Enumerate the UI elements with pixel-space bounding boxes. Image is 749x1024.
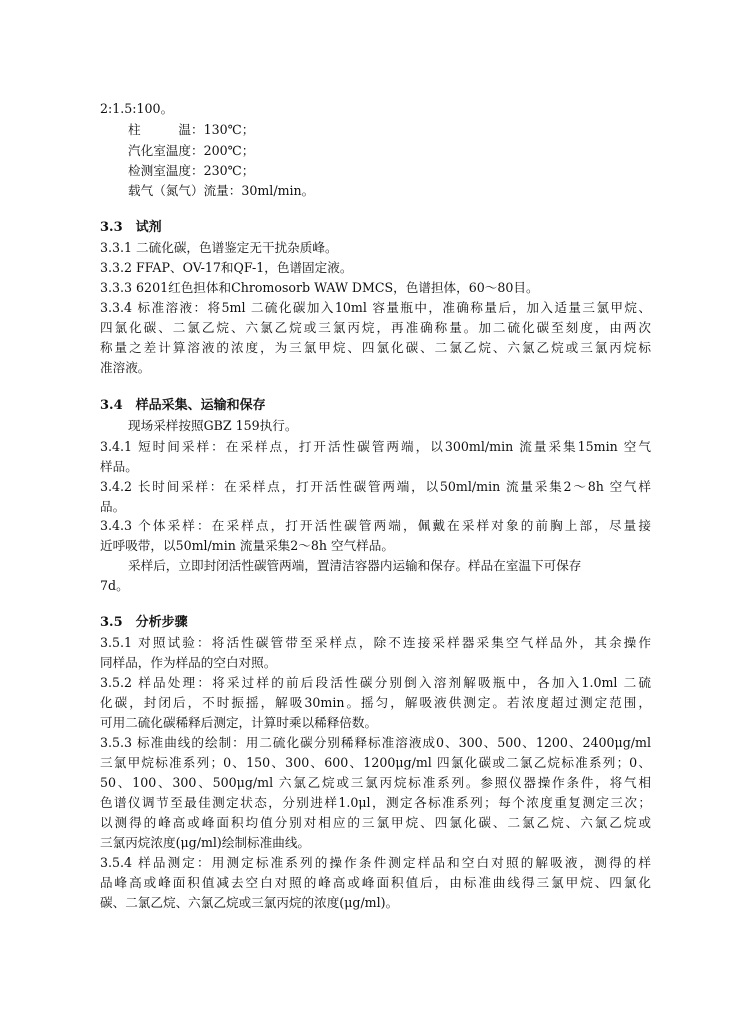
text-line: 2:1.5:100。 bbox=[100, 101, 174, 116]
section-heading-analysis: 3.5 分析步骤 bbox=[100, 615, 188, 630]
text-line: 三氯甲烷标准系列；0、150、300、600、1200μg/ml 四氯化碳或二氯乙烷标准系列；0、 bbox=[100, 755, 651, 770]
text-line: 3.4.2 长时间采样：在采样点，打开活性碳管两端，以50ml/min 流量采集2～8h 空气样 bbox=[100, 479, 651, 494]
text-line: 三氯丙烷浓度(μg/ml)绘制标准曲线。 bbox=[100, 835, 311, 850]
text-line: 50、100、300、500μg/ml 六氯乙烷或三氯丙烷标准系列。参照仪器操作条件，将气相 bbox=[100, 775, 651, 790]
text-line: 3.4.3 个体采样：在采样点，打开活性碳管两端，佩戴在采样对象的前胸上部，尽量接 bbox=[100, 518, 651, 533]
section-heading-sampling: 3.4 样品采集、运输和保存 bbox=[100, 398, 266, 413]
column-temperature-line: 柱 温：130℃； bbox=[128, 122, 255, 137]
text-line: 3.5.1 对照试验：将活性碳管带至采样点，除不连接采样器采集空气样品外，其余操作 bbox=[100, 635, 651, 650]
text-line: 7d。 bbox=[100, 578, 129, 593]
text-line: 3.3.4 标准溶液：将5ml 二硫化碳加入10ml 容量瓶中，准确称量后，加入适量三氯甲烷、 bbox=[100, 300, 651, 315]
text-line: 品峰高或峰面积值减去空白对照的峰高或峰面积值后，由标准曲线得三氯甲烷、四氯化 bbox=[100, 875, 651, 890]
text-line: 现场采样按照GBZ 159执行。 bbox=[128, 418, 298, 433]
vaporization-temperature-line: 汽化室温度：200℃； bbox=[128, 143, 255, 158]
text-line: 样品。 bbox=[100, 459, 138, 474]
text-line: 四氯化碳、二氯乙烷、六氯乙烷或三氯丙烷，再准确称量。加二硫化碳至刻度，由两次 bbox=[100, 320, 651, 335]
detector-temperature-line: 检测室温度：230℃； bbox=[128, 163, 255, 178]
text-line: 以测得的峰高或峰面积均值分别对相应的三氯甲烷、四氯化碳、二氯乙烷、六氯乙烷或 bbox=[100, 815, 651, 830]
text-line: 碳、二氯乙烷、六氯乙烷或三氯丙烷的浓度(μg/ml)。 bbox=[100, 895, 399, 910]
text-line: 3.5.4 样品测定：用测定标准系列的操作条件测定样品和空白对照的解吸液，测得的样 bbox=[100, 855, 651, 870]
text-line: 3.3.2 FFAP、OV-17和QF-1，色谱固定液。 bbox=[100, 260, 353, 275]
section-heading-reagents: 3.3 试剂 bbox=[100, 220, 162, 235]
text-line: 3.5.3 标准曲线的绘制：用二硫化碳分别稀释标准溶液成0、300、500、1200、2400μg/ml bbox=[100, 735, 651, 750]
text-line: 称量之差计算溶液的浓度，为三氯甲烷、四氯化碳、二氯乙烷、六氯乙烷或三氯丙烷标 bbox=[100, 340, 651, 355]
text-line: 3.3.3 6201红色担体和Chromosorb WAW DMCS，色谱担体，60～80目。 bbox=[100, 280, 539, 295]
text-line: 近呼吸带，以50ml/min 流量采集2～8h 空气样品。 bbox=[100, 538, 394, 553]
text-line: 准溶液。 bbox=[100, 360, 151, 375]
text-line: 3.4.1 短时间采样：在采样点，打开活性碳管两端，以300ml/min 流量采集15min 空气 bbox=[100, 439, 651, 454]
text-line: 化碳，封闭后，不时振摇，解吸30min。摇匀，解吸液供测定。若浓度超过测定范围， bbox=[100, 695, 651, 710]
text-line: 品。 bbox=[100, 499, 126, 514]
text-line: 3.5.2 样品处理：将采过样的前后段活性碳分别倒入溶剂解吸瓶中，各加入1.0ml 二硫 bbox=[100, 675, 651, 690]
text-line: 采样后，立即封闭活性碳管两端，置清洁容器内运输和保存。样品在室温下可保存 bbox=[128, 558, 582, 573]
carrier-gas-line: 载气（氮气）流量：30ml/min。 bbox=[128, 183, 315, 198]
text-line: 可用二硫化碳稀释后测定，计算时乘以稀释倍数。 bbox=[100, 715, 378, 730]
text-line: 3.3.1 二硫化碳，色谱鉴定无干扰杂质峰。 bbox=[100, 240, 338, 255]
text-line: 同样品，作为样品的空白对照。 bbox=[100, 655, 277, 670]
text-line: 色谱仪调节至最佳测定状态，分别进样1.0μl，测定各标准系列；每个浓度重复测定三次； bbox=[100, 795, 651, 810]
